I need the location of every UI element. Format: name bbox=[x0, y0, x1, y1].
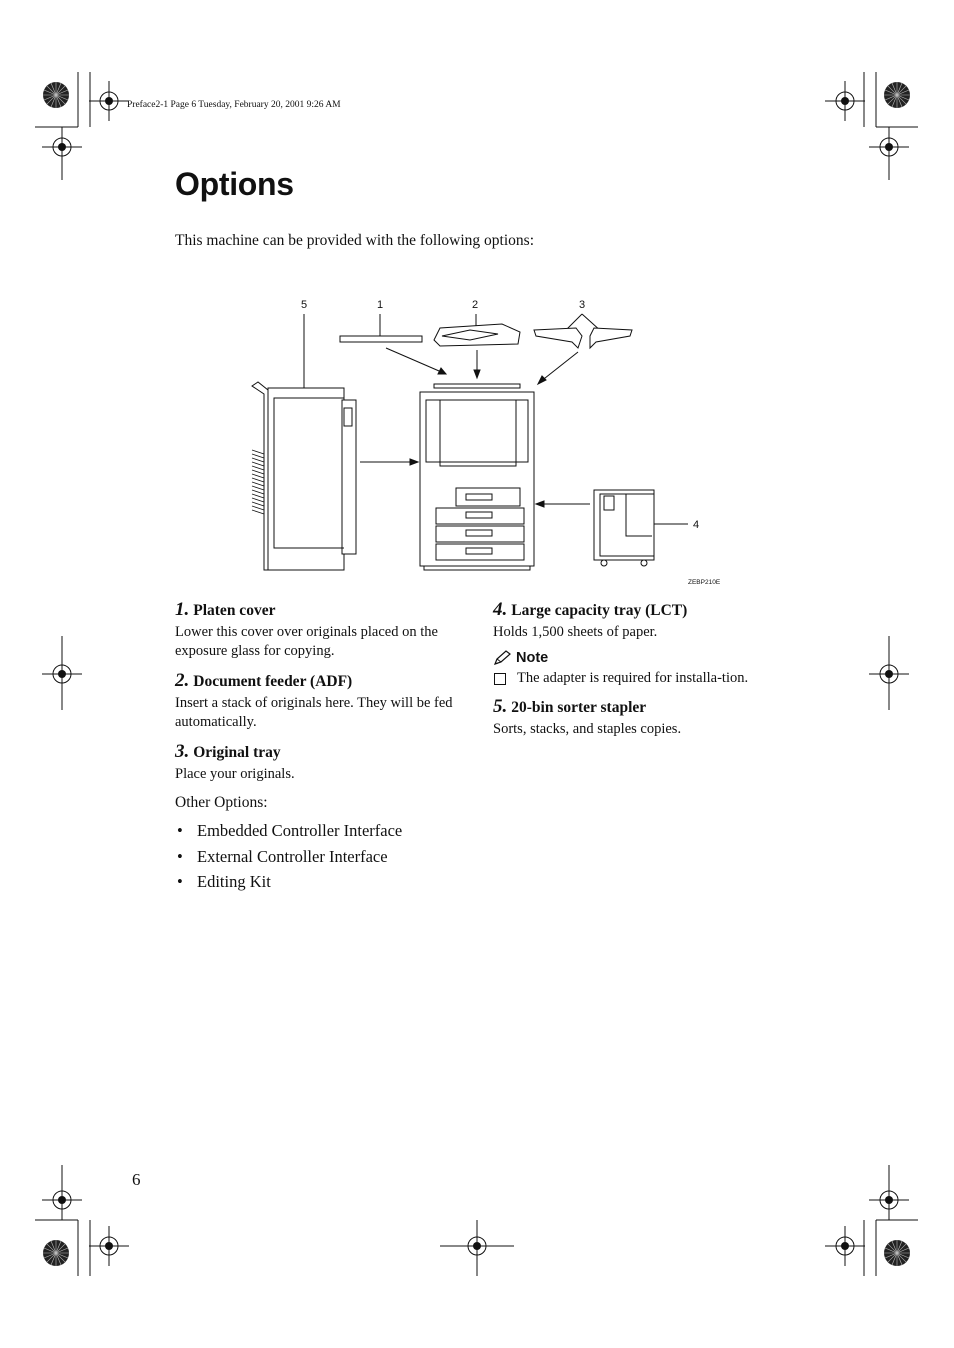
options-illustration bbox=[240, 290, 730, 590]
note-row bbox=[493, 670, 783, 687]
option-4-description: Holds 1,500 sheets of paper. bbox=[493, 624, 658, 640]
bullet-icon: • bbox=[177, 821, 183, 840]
other-options-list bbox=[175, 818, 465, 895]
other-option-3: Editing Kit bbox=[197, 872, 271, 891]
option-3-name: Original tray bbox=[193, 744, 281, 761]
list-item bbox=[175, 818, 465, 844]
page-number: 6 bbox=[132, 1170, 141, 1189]
other-option-1: Embedded Controller Interface bbox=[197, 821, 403, 840]
callout-4: 4 bbox=[693, 519, 700, 531]
callout-5: 5 bbox=[301, 299, 308, 311]
note-text: The adapter is required for installa-tion. bbox=[517, 670, 749, 686]
option-5-number: 5. bbox=[493, 696, 508, 717]
checkbox-icon bbox=[494, 673, 506, 685]
page-title: Options bbox=[175, 166, 294, 202]
option-1-name: Platen cover bbox=[193, 602, 276, 619]
option-1-description: Lower this cover over originals placed on the exposure glass for copying. bbox=[175, 624, 438, 659]
option-5-description: Sorts, stacks, and staples copies. bbox=[493, 721, 682, 737]
option-5-name: 20-bin sorter stapler bbox=[511, 699, 647, 716]
file-stamp: Preface2-1 Page 6 Tuesday, February 20, 2001 9:26 AM bbox=[127, 100, 341, 110]
option-2-name: Document feeder (ADF) bbox=[193, 673, 353, 690]
option-4-heading bbox=[493, 598, 783, 623]
callout-1: 1 bbox=[377, 299, 384, 311]
callout-2: 2 bbox=[472, 299, 479, 311]
bullet-icon: • bbox=[177, 872, 183, 891]
option-3-number: 3. bbox=[175, 741, 190, 762]
bullet-icon: • bbox=[177, 846, 183, 866]
option-5-heading bbox=[493, 695, 783, 720]
option-2-number: 2. bbox=[175, 670, 190, 691]
note-label: Note bbox=[516, 650, 549, 666]
other-options-label: Other Options: bbox=[175, 794, 268, 811]
options-left-column bbox=[175, 598, 465, 895]
option-3-heading bbox=[175, 740, 465, 765]
list-item bbox=[175, 869, 465, 895]
figure-code: ZEBP210E bbox=[688, 579, 721, 586]
option-3-description: Place your originals. bbox=[175, 766, 295, 782]
options-right-column bbox=[493, 598, 783, 747]
option-2-description: Insert a stack of originals here. They will be fed automatically. bbox=[175, 695, 453, 730]
list-item bbox=[175, 844, 465, 870]
note-heading bbox=[493, 650, 783, 666]
option-2-heading bbox=[175, 669, 465, 694]
option-1-heading bbox=[175, 598, 465, 623]
intro-text: This machine can be provided with the following options: bbox=[175, 232, 535, 249]
option-1-number: 1. bbox=[175, 599, 190, 620]
option-4-name: Large capacity tray (LCT) bbox=[511, 602, 688, 619]
pencil-icon bbox=[493, 650, 513, 666]
option-4-number: 4. bbox=[493, 599, 508, 620]
other-option-2: External Controller Interface bbox=[197, 846, 388, 866]
callout-3: 3 bbox=[579, 299, 586, 311]
